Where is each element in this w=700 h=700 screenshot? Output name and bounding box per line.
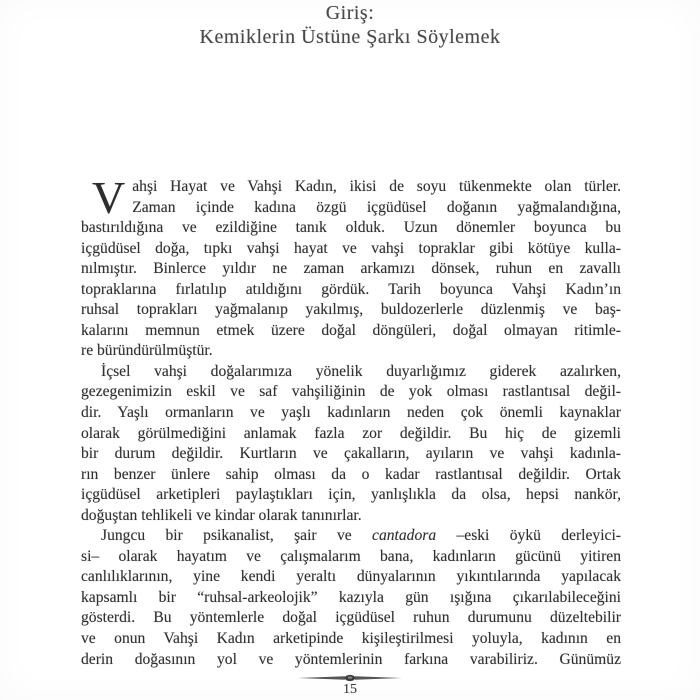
text-line: bir durum değildir. Kurtların ve çakalların, ayıların ve vahşi kadınla-: [81, 445, 621, 463]
text-line: doğuştan tehlikeli ve kindar olarak tanınırlar.: [81, 506, 362, 524]
text-line: derin doğasının yol ve yöntemlerinin farkına varabiliriz. Günümüz: [81, 650, 621, 668]
body-text: [81, 172, 621, 670]
text-line: ruhsal toprakları yağmalanıp yakılmış, buldozerlerle düzlenmiş ve baş-: [81, 301, 621, 319]
text-line: gösterdi. Bu yöntemlerle doğal içgüdüsel ruhun durumunu düzeltebilir: [81, 609, 621, 627]
text-line: re büründürülmüştür.: [81, 342, 213, 360]
text-line: olarak görülmediğini anlamak fazla zor değildir. Bu hiç de gizemli: [81, 424, 621, 442]
chapter-title-kicker: Giriş:: [325, 2, 375, 24]
text-line: rın benzer ünlere sahip olması da o kadar rastlantısal değildir. Ortak: [81, 465, 621, 483]
text-line: içgüdüsel doğa, tıpkı vahşi hayat ve vahşi topraklar gibi kötüye kulla-: [81, 239, 621, 257]
text-line: kalarını memnun etmek üzere doğal döngüleri, doğal olmayan ritimle-: [81, 321, 621, 339]
text-line: gezegenimizin eskil ve saf vahşiliğinin de yok olması rastlantısal değil-: [81, 383, 621, 401]
chapter-title-main: Kemiklerin Üstüne Şarkı Söylemek: [199, 26, 501, 48]
drop-cap: V: [92, 172, 126, 223]
page-number: 15: [343, 682, 357, 697]
text-line: dir. Yaşlı ormanların ve yaşlı kadınların neden çok önemli kaynaklar: [81, 404, 621, 422]
text-line: ve onun Vahşi Kadın arketipinde kişileştirilmesi yoluyla, kadının en: [81, 630, 621, 648]
text-line: kapsamlı bir “ruhsal-arkeolojik” kazıyla gün ışığına çıkarılabileceğini: [81, 588, 621, 606]
italic-text: cantadora: [372, 527, 437, 545]
text-line: İçsel vahşi doğalarımıza yönelik duyarlığımız giderek azalırken,: [101, 362, 621, 380]
paragraph: [81, 362, 621, 526]
text-line: nılmıştır. Binlerce yıldır ne zaman arkamızı dönsek, ruhun en zavallı: [81, 260, 621, 278]
text-segment: –eski öykü derleyici-: [436, 527, 621, 545]
text-line: topraklarına fırlatılıp atıldığını gördük. Tarih boyunca Vahşi Kadın’ın: [81, 280, 621, 298]
text-line: ahşi Hayat ve Vahşi Kadın, ikisi de soyu tükenmekte olan türler.: [132, 178, 621, 195]
text-line: içgüdüsel arketipleri paylaştıkları için, yanlışlıkla da olsa, hepsi nankör,: [81, 486, 621, 504]
text-line: Zaman içinde kadına özgü içgüdüsel doğanın yağmalandığına,: [132, 198, 621, 216]
text-line: si– olarak hayatım ve çalışmalarım bana, kadınların gücünü yitiren: [81, 547, 621, 565]
paragraph: [81, 526, 621, 670]
text-line: [81, 526, 621, 547]
paragraph: [81, 172, 621, 362]
text-segment: Jungcu bir psikanalist, şair ve: [101, 527, 373, 545]
chapter-title: [0, 0, 700, 49]
text-line: canlılıklarının, yine kendi yeraltı dünyalarının yıkıntılarında yapılacak: [81, 568, 621, 586]
text-line: bastırıldığına ve ezildiğine tanık olduk. Uzun dönemler boyunca bu: [81, 219, 621, 237]
